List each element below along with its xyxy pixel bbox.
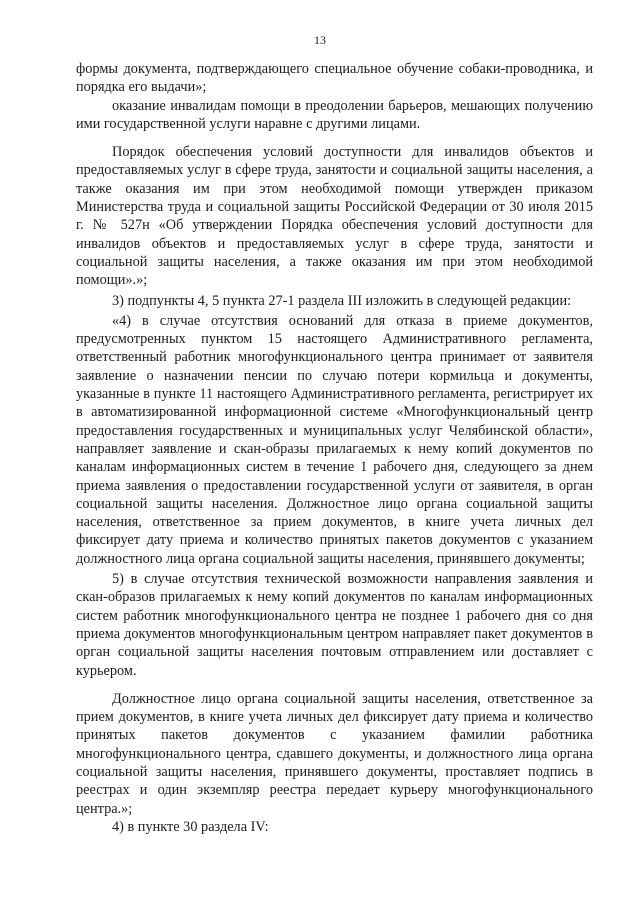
paragraph-amendment-4: 4) в пункте 30 раздела IV: <box>112 818 269 835</box>
document-body <box>76 60 593 836</box>
paragraph-accessibility-order: Порядок обеспечения условий доступности для инвалидов объектов и предоставляемых услуг в сфере труда, занятости и социальной защиты населения, а также оказания им при этом необходимой помощи утвержден приказом Министерства труда и социальной защиты Российской Федерации от 30 июля 2015 г. № 527н «Об утверждении Порядка обеспечения условий доступности для инвалидов объектов и предоставляемых услуг в сфере труда, занятости и социальной защиты населения, а также оказания им при этом необходимой помощи».»; <box>76 144 593 289</box>
paragraph-subitem-5: 5) в случае отсутствия технической возможности направления заявления и скан-образов прилагаемых к нему копий документов по каналам информационных систем работник многофункционального центра не позднее 1 рабочего дня со дня приема документов многофункциональным центром направляет пакет документов в орган социальной защиты населения почтовым отправлением или доставляет с курьером. <box>76 571 593 679</box>
paragraph-continuation: формы документа, подтверждающего специальное обучение собаки-проводника, и порядка его выдачи»; <box>76 61 593 96</box>
paragraph-assistance: оказание инвалидам помощи в преодолении барьеров, мешающих получению ими государственной услуги наравне с другими лицами. <box>76 97 593 132</box>
paragraph-amendment-3: 3) подпункты 4, 5 пункта 27-1 раздела III изложить в следующей редакции: <box>112 292 572 309</box>
paragraph-official-duties: Должностное лицо органа социальной защиты населения, ответственное за прием документов, в книге учета личных дел фиксирует дату приема и количество принятых пакетов документов с указанием фамилии работника многофункционального центра, сдавшего документы, и должностного лица органа социальной защиты населения, принявшего документы, проставляет подпись в реестрах и один экземпляр реестра передает курьеру многофункционального центра.»; <box>76 690 593 817</box>
paragraph-subitem-4: «4) в случае отсутствия оснований для отказа в приеме документов, предусмотренных пунктом 15 настоящего Административного регламента, ответственный работник многофункционального центра принимает от заявителя заявление о назначении пенсии по случаю потери кормильца и документы, указанные в пункте 11 настоящего Административного регламента, регистрирует их в автоматизированной информационной системе «Многофункциональный центр предоставления государственных и муниципальных услуг Челябинской области», направляет заявление и скан-образы прилагаемых к нему копий документов по каналам информационных систем в течение 1 рабочего дня, следующего за днем приема заявления о предоставлении государственной услуги от заявителя, в орган социальной защиты населения. Должностное лицо органа социальной защиты населения, ответственное за прием документов, в книге учета личных дел фиксирует дату приема и количество принятых пакетов документов с указанием должностного лица органа социальной защиты населения, принявшего документы; <box>76 312 593 567</box>
page-number: 13 <box>314 33 326 47</box>
